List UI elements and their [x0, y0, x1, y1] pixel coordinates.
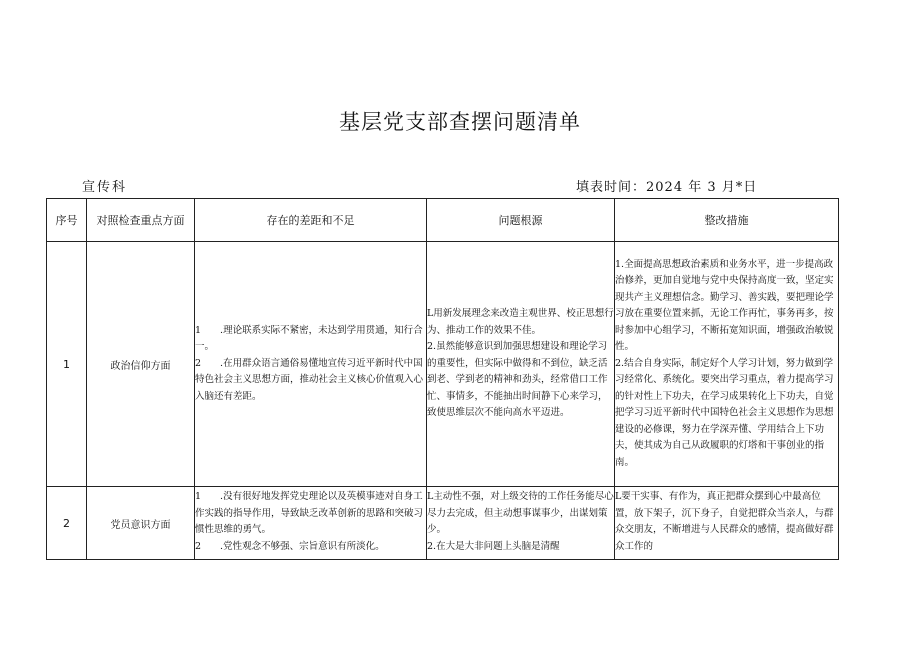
problem-table: [46, 198, 839, 560]
fill-time: 填表时间：2024 年 3 月*日: [576, 180, 758, 195]
row-roots: [427, 487, 615, 560]
table-row: [47, 242, 839, 487]
measure-item: L要干实事、有作为，真正把群众摆到心中最高位置，放下架子，沉下身子，自觉把群众当亲人，与群众交朋友，不断增进与人民群众的感情，提高做好群众工作的: [615, 491, 834, 552]
row-gaps: [195, 487, 427, 560]
row-gaps: [195, 242, 427, 487]
gap-item: 2 .在用群众语言通俗易懂地宣传习近平新时代中国特色社会主义思想方面，推动社会主义核心价值观入心入脑还有差距。: [195, 357, 424, 402]
root-item: L用新发展理念来改造主观世界、校正思想行为、推动工作的效果不佳。: [427, 308, 614, 336]
root-item: L主动性不强，对上级交待的工作任务能尽心尽力去完成，但主动想事谋事少，出谋划策少。: [427, 491, 614, 535]
row-aspect: 政治信仰方面: [87, 242, 195, 487]
row-measures: [615, 242, 839, 487]
header-measures: 整改措施: [615, 199, 839, 242]
root-item: 2.虽然能够意识到加强思想建设和理论学习的重要性，但实际中做得和不到位，缺乏活到老、学到老的精神和劲头，经常借口工作忙、事情多，不能抽出时间静下心来学习，致使思维层次不能向高水平迈进。: [427, 341, 608, 419]
row-measures: [615, 487, 839, 560]
measure-item: 1.全面提高思想政治素质和业务水平，进一步提高政治修养，更加自觉地与党中央保持高度一致，坚定实现共产主义理想信念。勤学习、善实践，要把理论学习放在重要位置来抓，无论工作再忙，事务再多，按时参加中心组学习，不断拓宽知识面，增强政治敏锐性。: [615, 258, 834, 353]
row-aspect: 党员意识方面: [87, 487, 195, 560]
row-number: 1: [47, 242, 87, 487]
header-gaps: 存在的差距和不足: [195, 199, 427, 242]
root-item: 2.在大是大非问题上头脑是清醒: [427, 540, 560, 552]
table-row: [47, 487, 839, 560]
header-roots: 问题根源: [427, 199, 615, 242]
row-number: 2: [47, 487, 87, 560]
gap-item: 1 .理论联系实际不紧密，未达到学用贯通，知行合一。: [195, 324, 423, 353]
header-no: 序号: [47, 199, 87, 242]
measure-item: 2.结合自身实际，制定好个人学习计划，努力做到学习经常化、系统化。要突出学习重点，着力提高学习的针对性上下功夫，在学习成果转化上下功夫，自觉把学习习近平新时代中国特色社会主义思想作为思想建设的必修课，努力在学深弄懂、学用结合上下功夫，使其成为自己从政履职的灯塔和干事创业的指南。: [615, 357, 834, 468]
gap-item: 2 .党性观念不够强、宗旨意识有所淡化。: [195, 540, 385, 552]
gap-item: 1 .没有很好地发挥党史理论以及英模事迹对自身工作实践的指导作用，导致缺乏改革创新的思路和突破习惯性思维的勇气。: [195, 491, 424, 535]
department-label: 宣传科: [82, 180, 128, 195]
table-header-row: [47, 199, 839, 242]
page-title: 基层党支部查摆问题清单: [339, 110, 581, 134]
row-roots: [427, 242, 615, 487]
header-aspect: 对照检查重点方面: [87, 199, 195, 242]
